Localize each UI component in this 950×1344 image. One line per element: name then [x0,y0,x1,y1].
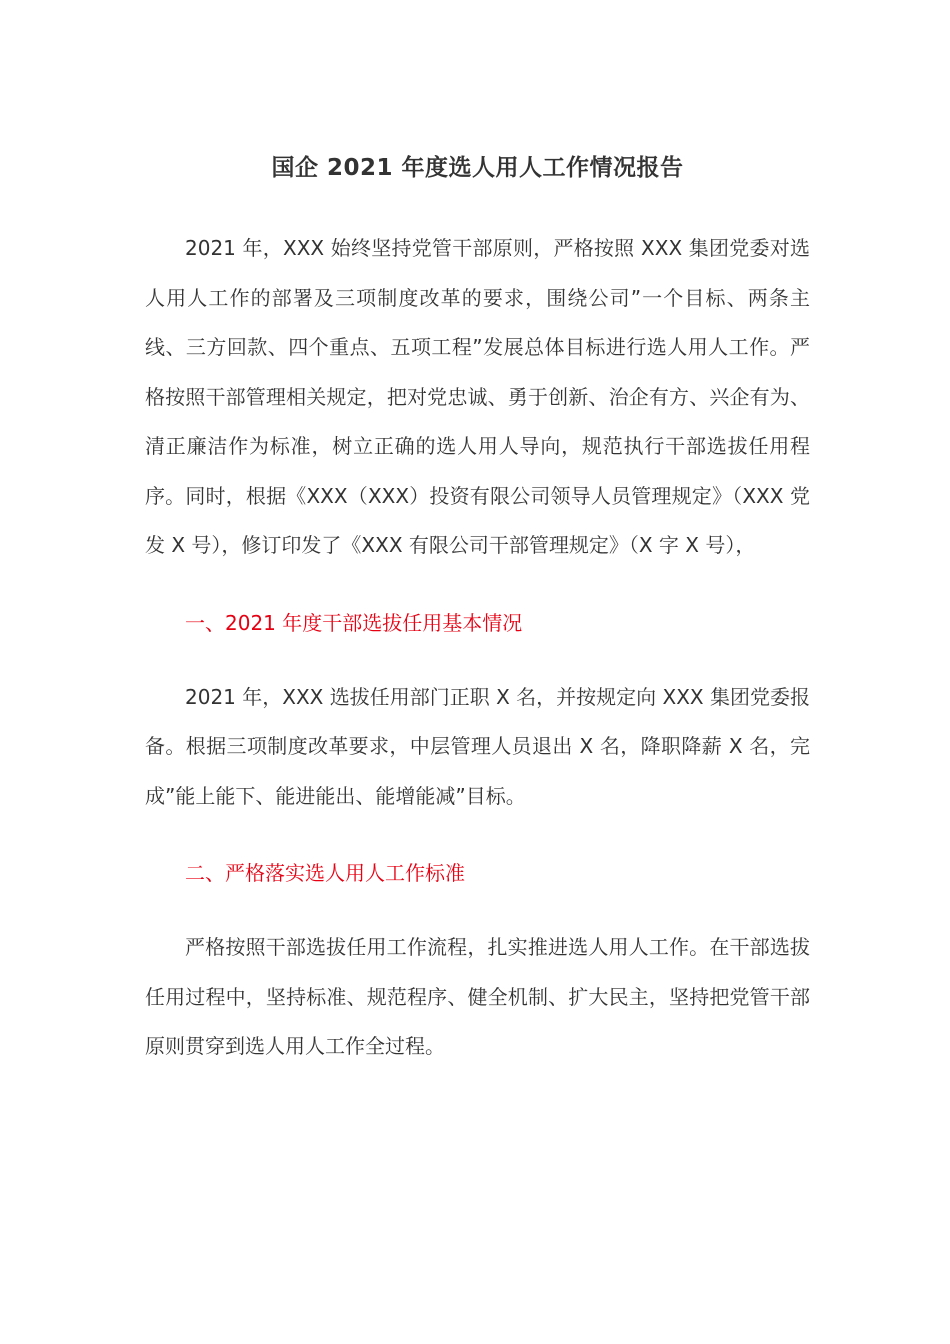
section-1-heading: 一、2021 年度干部选拔任用基本情况 [185,610,523,635]
document-title: 国企 2021 年度选人用人工作情况报告 [271,155,684,181]
section-2-paragraph: 严格按照干部选拔任用工作流程，扎实推进选人用人工作。在干部选拔任用过程中，坚持标准、规范程序、健全机制、扩大民主，坚持把党管干部原则贯穿到选人用人工作全过程。 [145,935,810,1058]
section-1-paragraph: 2021 年，XXX 选拔任用部门正职 X 名，并按规定向 XXX 集团党委报备。根据三项制度改革要求，中层管理人员退出 X 名，降职降薪 X 名，完成”能上能下、能进能出、能增能减”目标。 [145,684,810,808]
intro-paragraph: 2021 年，XXX 始终坚持党管干部原则，严格按照 XXX 集团党委对选人用人工作的部署及三项制度改革的要求，围绕公司”一个目标、两条主线、三方回款、四个重点、五项工程”发展总体目标进行选人用人工作。严格按照干部管理相关规定，把对党忠诚、勇于创新、治企有方、兴企有为、清正廉洁作为标准，树立正确的选人用人导向，规范执行干部选拔任用程序。同时，根据《XXX（XXX）投资有限公司领导人员管理规定》（XXX 党发 X 号），修订印发了《XXX 有限公司干部管理规定》（X 字 X 号）， [145,236,810,557]
section-2-heading: 二、严格落实选人用人工作标准 [185,861,465,885]
document-body [145,150,810,1072]
